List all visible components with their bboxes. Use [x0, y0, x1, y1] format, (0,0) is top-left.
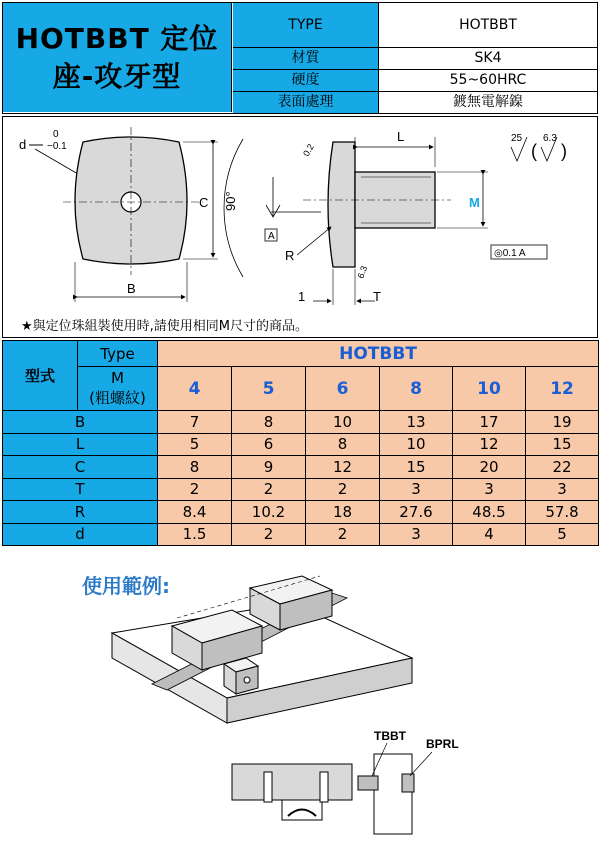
m-value: 5: [232, 367, 306, 411]
table-header-type-row: [3, 341, 599, 367]
table-cell: 3: [380, 478, 453, 501]
m-label: M: [469, 195, 480, 210]
m-value: 8: [380, 367, 453, 411]
paren-open: (: [531, 141, 537, 161]
table-cell: 5: [158, 433, 232, 456]
dimension-rows: [3, 411, 599, 546]
rough-63: 6.3: [543, 133, 557, 144]
d-label: d: [19, 137, 27, 152]
table-cell: 2: [232, 523, 306, 546]
table-cell: 57.8: [526, 501, 599, 524]
table-cell: 12: [453, 433, 526, 456]
technical-drawing: [2, 116, 598, 338]
t-label: T: [373, 289, 381, 304]
table-cell: 2: [232, 478, 306, 501]
m-header-sub: (粗螺紋): [89, 389, 146, 407]
angle-label: 90°: [223, 191, 238, 211]
table-cell: 3: [526, 478, 599, 501]
r-label: R: [285, 248, 295, 263]
table-row: [3, 411, 599, 434]
table-cell: 1.5: [158, 523, 232, 546]
table-cell: 3: [453, 478, 526, 501]
table-cell: 9: [232, 456, 306, 479]
title-line2: 座-攻牙型: [52, 59, 182, 93]
row-label: L: [3, 433, 158, 456]
m-header-label: M: [111, 369, 124, 387]
tol-upper: 0: [53, 129, 59, 140]
drawing-svg: [3, 117, 599, 339]
product-title: [3, 3, 232, 112]
m-value: 12: [526, 367, 599, 411]
spec-hardness-label: 硬度: [233, 70, 379, 91]
spec-type-value: HOTBBT: [459, 17, 517, 33]
table-cell: 10: [306, 411, 380, 434]
spec-material-label: 材質: [233, 48, 379, 69]
usage-title: 使用範例:: [82, 574, 170, 598]
m-value: 4: [158, 367, 232, 411]
spec-material-value: SK4: [474, 50, 502, 66]
m-value: 6: [306, 367, 380, 411]
table-cell: 4: [453, 523, 526, 546]
c-label: C: [199, 195, 209, 210]
table-cell: 2: [306, 478, 380, 501]
table-row: [3, 433, 599, 456]
table-cell: 27.6: [380, 501, 453, 524]
row-label: d: [3, 523, 158, 546]
spec-row-surface: [233, 92, 597, 113]
table-cell: 22: [526, 456, 599, 479]
conc-label: ◎0.1 A: [494, 248, 526, 259]
usage-example: [2, 548, 598, 861]
table-cell: 8.4: [158, 501, 232, 524]
table-cell: 15: [526, 433, 599, 456]
table-cell: 2: [306, 523, 380, 546]
m-header: [78, 367, 158, 411]
row-label: B: [3, 411, 158, 434]
tol-lower: −0.1: [47, 141, 67, 152]
surf-63: 6.3: [355, 264, 370, 280]
l-label: L: [397, 129, 405, 144]
one-label: 1: [298, 289, 306, 304]
locator-block: [224, 658, 258, 694]
table-cell: 48.5: [453, 501, 526, 524]
table-cell: 8: [306, 433, 380, 456]
title-line1: HOTBBT 定位: [15, 21, 219, 55]
row-label: T: [3, 478, 158, 501]
table-cell: 15: [380, 456, 453, 479]
paren-close: ): [561, 141, 567, 161]
spec-row-hardness: [233, 70, 597, 92]
table-cell: 17: [453, 411, 526, 434]
type-label: Type: [78, 341, 158, 367]
model-label: 型式: [3, 341, 78, 411]
spec-row-material: [233, 48, 597, 70]
table-row: [3, 523, 599, 546]
table-cell: 20: [453, 456, 526, 479]
b-label: B: [127, 281, 136, 296]
table-cell: 18: [306, 501, 380, 524]
table-cell: 8: [232, 411, 306, 434]
table-row: [3, 478, 599, 501]
m-value: 10: [453, 367, 526, 411]
table-cell: 5: [526, 523, 599, 546]
spec-row-type: [233, 3, 597, 48]
table-cell: 12: [306, 456, 380, 479]
table-cell: 13: [380, 411, 453, 434]
datum-a: A: [268, 231, 275, 242]
label-bprl: BPRL: [426, 737, 459, 751]
side-view-head: [328, 142, 355, 267]
spec-hardness-value: 55~60HRC: [449, 72, 527, 88]
spec-surface-value: 鍍無電解鎳: [453, 94, 523, 110]
dimension-table: [2, 340, 599, 546]
table-header-m-row: [3, 367, 599, 411]
spec-type-label: TYPE: [233, 3, 379, 47]
row-label: R: [3, 501, 158, 524]
section-view: [232, 754, 414, 834]
spec-surface-label: 表面處理: [233, 92, 379, 113]
table-cell: 2: [158, 478, 232, 501]
row-label: C: [3, 456, 158, 479]
rough-25: 25: [511, 133, 523, 144]
type-value: HOTBBT: [158, 341, 599, 367]
chamfer-label: 0.2: [301, 142, 316, 158]
table-cell: 10.2: [232, 501, 306, 524]
table-cell: 19: [526, 411, 599, 434]
header-block: [2, 2, 598, 114]
spec-table: [233, 3, 597, 113]
table-cell: 10: [380, 433, 453, 456]
table-cell: 6: [232, 433, 306, 456]
table-cell: 8: [158, 456, 232, 479]
assembly-note: ★與定位珠組裝使用時,請使用相同M尺寸的商品。: [21, 319, 309, 334]
table-row: [3, 501, 599, 524]
table-cell: 7: [158, 411, 232, 434]
table-cell: 3: [380, 523, 453, 546]
label-tbbt: TBBT: [374, 729, 406, 743]
table-row: [3, 456, 599, 479]
